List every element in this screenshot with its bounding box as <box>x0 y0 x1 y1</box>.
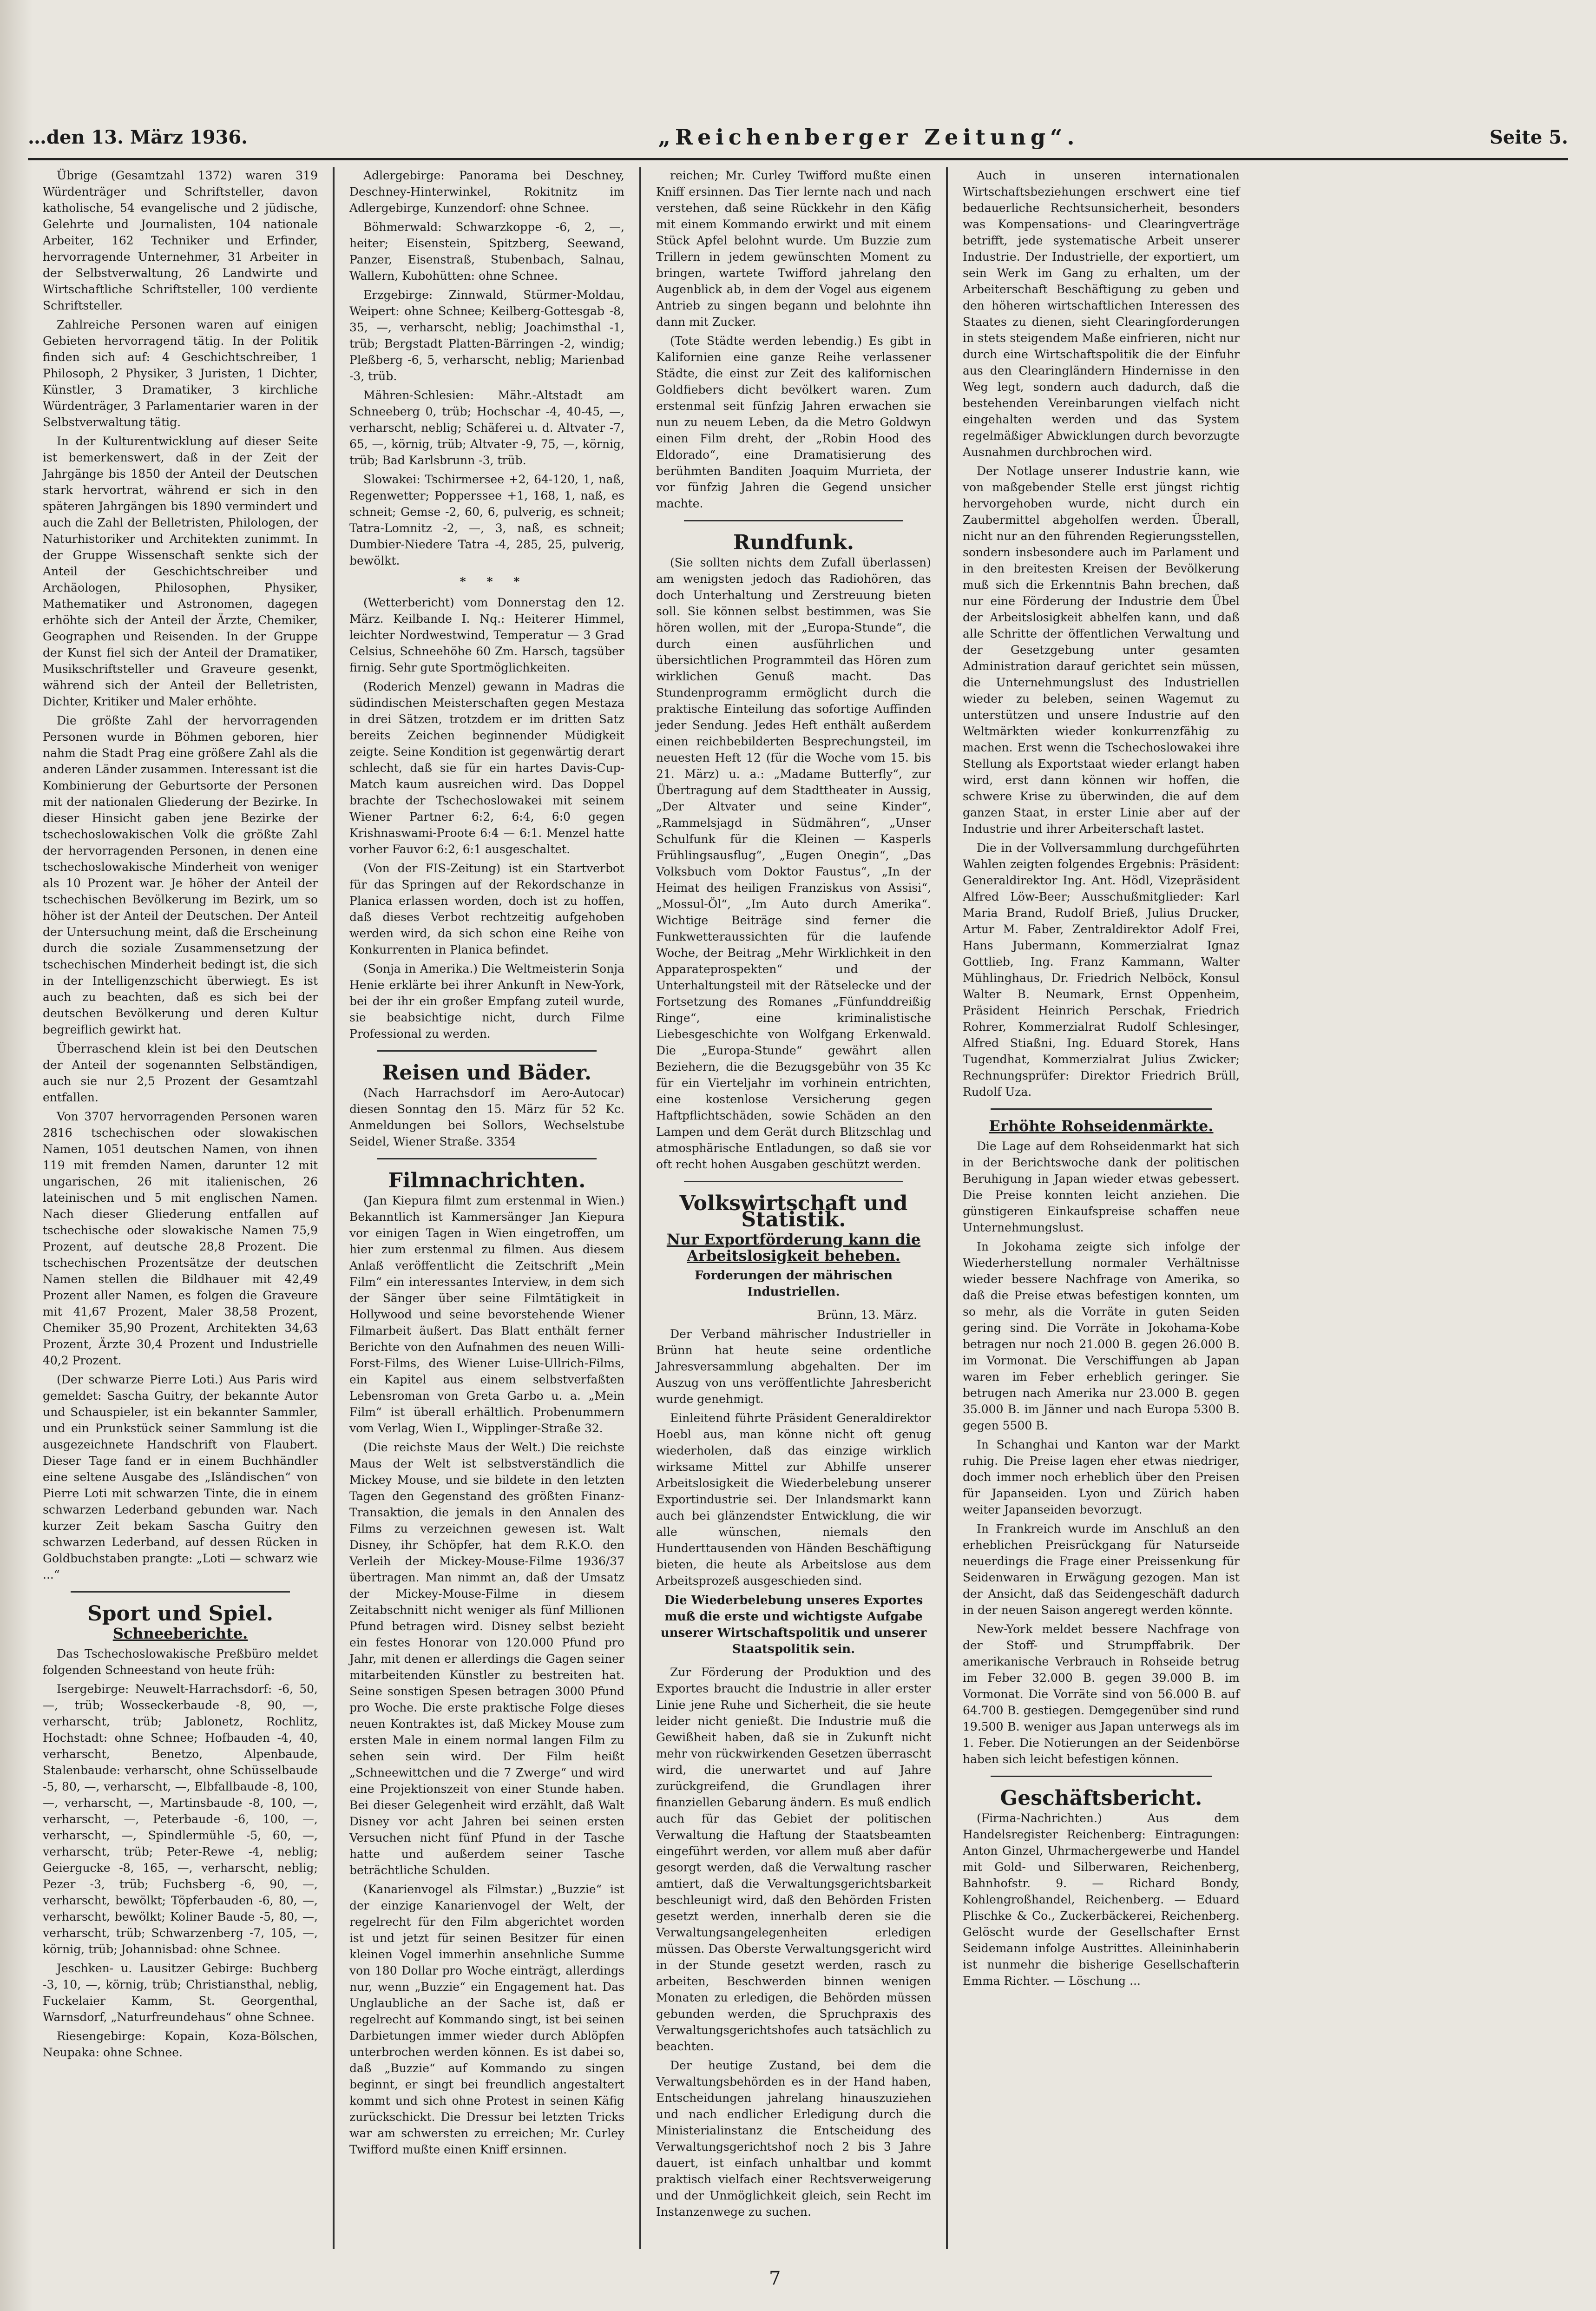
article-paragraph: In Jokohama zeigte sich infolge der Wiederherstellung normaler Verhältnisse wieder bessere Nachfrage von Amerika, so daß die Preise etwas befestigen konnten, um so mehr, als die Vorräte in guten Seiden gering sind. Die Vorräte in Jokohama-Kobe betragen nur noch 21.000 B. gegen 26.000 B. im Vormonat. Die Verschiffungen ab Japan waren im Feber erheblich geringer. Sie betrugen nach Amerika nur 23.000 B. gegen 35.000 B. im Jänner und nach Europa 5300 B. gegen 5500 B. <box>963 1240 1240 1432</box>
article-paragraph: Slowakei: Tschirmersee +2, 64-120, 1, naß, Regenwetter; Popperssee +1, 168, 1, naß, es schneit; Gemse -2, 60, 6, pulverig, es schneit; Tatra-Lomnitz -2, —, 3, naß, es schneit; Dumbier-Niedere Tatra -4, 285, 25, pulverig, bewölkt. <box>349 473 624 567</box>
article-paragraph: Übrige (Gesamtzahl 1372) waren 319 Würdenträger und Schriftsteller, davon katholische, 54 evangelische und 2 jüdische, Gelehrte und Journalisten, 104 nationale Arbeiter, 162 Techniker und Erfinder, hervorragende Unternehmer, 31 Arbeiter in der Selbstverwaltung, 26 Landwirte und Wirtschaftliche Schriftsteller, 100 verdiente Schriftsteller. <box>43 169 318 312</box>
article-paragraph: Überraschend klein ist bei den Deutschen der Anteil der sogenannten Selbständigen, auch sie nur 2,5 Prozent der Gesamtzahl entfallen. <box>43 1042 318 1104</box>
article-paragraph: (Sie sollten nichts dem Zufall überlassen) am wenigsten jedoch das Radiohören, das doch Unterhaltung und Zerstreuung bieten soll. Sie können selbst bestimmen, was Sie hören wollen, mit der „Europa-Stunde“, die durch einen ausführlichen und übersichtlichen Programmteil das Hören zum wirklichen Genuß macht. Das Stundenprogramm ermöglicht durch die praktische Einteilung das sofortige Auffinden jeder Sendung. Jedes Heft enthält außerdem einen reichbebilderten Besprechungsteil, im neuesten Heft 12 (für die Woche vom 15. bis 21. März) u. a.: „Madame Butterfly“, zur Übertragung auf dem Stadttheater in Aussig, „Der Altvater und seine Kinder“, „Rammelsjagd in Südmähren“, „Unser Schulfunk für die Kleinen — Kasperls Frühlingsausflug“, „Eugen Onegin“, „Das Volksbuch vom Doktor Faustus“, „In der Heimat des heiligen Franziskus von Assisi“, „Mossul-Öl“, „Im Auto durch Amerika“. Wichtige Beiträge sind ferner die Funkwetteraussichten für die laufende Woche, der Beitrag „Mehr Wirklichkeit in den Apparateprospekten“ und der Unterhaltungsteil mit der Rätselecke und der Fortsetzung des Romanes „Fünfunddreißig Ringe“, eine kriminalistische Liebesgeschichte von Wolfgang Erkenwald. Die „Europa-Stunde“ gewährt allen Beziehern, die die Bezugsgebühr von 35 Kc für ein Vierteljahr im vorhinein entrichten, eine kostenlose Versicherung gegen Haftpflichtschäden, sowie Schäden an den Lampen und dem Gerät durch Blitzschlag und atmosphärische Entladungen, so daß sie vor oft recht hohen Ausgaben geschützt werden. <box>656 556 931 1171</box>
article-paragraph: Einleitend führte Präsident Generaldirektor Hoebl aus, man könne nicht oft genug wiederholen, daß das einzige wirklich wirksame Mittel zur Abhilfe unserer Arbeitslosigkeit die Wiederbelebung unserer Exportindustrie sei. Der Inlandsmarkt kann auch bei glänzendster Entwicklung, die wir alle wünschen, niemals den Hunderttausenden von Händen Beschäftigung bieten, die heute als Arbeitslose aus dem Arbeitsprozeß ausgeschieden sind. <box>656 1411 931 1587</box>
article-paragraph: New-York meldet bessere Nachfrage von der Stoff- und Strumpffabrik. Der amerikanische Verbrauch in Rohseide betrug im Feber 32.000 B. gegen 39.000 B. im Vormonat. Die Vorräte sind von 56.000 B. auf 64.700 B. gestiegen. Demgegenüber sind rund 19.500 B. weniger aus Japan unterwegs als im 1. Feber. Die Notierungen an der Seidenbörse haben sich leicht befestigen können. <box>963 1622 1240 1766</box>
section-heading-silk: Erhöhte Rohseidenmärkte. <box>989 1117 1214 1135</box>
section-heading-sport: Sport und Spiel. <box>87 1602 274 1626</box>
article-paragraph: Jeschken- u. Lausitzer Gebirge: Buchberg -3, 10, —, körnig, trüb; Christiansthal, neblig, Fuckelaier Kamm, St. Georgenthal, Warnsdorf, „Naturfreundehaus“ ohne Schnee. <box>43 1962 318 2024</box>
article-paragraph: Zur Förderung der Produktion und des Exportes braucht die Industrie in aller erster Linie jene Ruhe und Sicherheit, die sie heute leider nicht genießt. Die Industrie muß die Gewißheit haben, daß sie in Zukunft nicht mehr von rückwirkenden Gesetzen überrascht wird, die unerwartet und auf Jahre zurückgreifend, die Grundlagen ihrer finanziellen Gebarung ändern. Es muß endlich auch für das Gebiet der politischen Verwaltung die Haftung der Staatsbeamten eingeführt werden, vor allem muß aber dafür gesorgt werden, daß die Verwaltung rascher amtiert, daß die Verwaltungsgerichtsbarkeit beschleunigt wird, daß den Behörden Fristen gesetzt werden, innerhalb deren sie die Verwaltungsangelegenheiten erledigen müssen. Das Oberste Verwaltungsgericht wird in der Stunde gesetzt werden, rasch zu arbeiten, Beschwerden binnen wenigen Monaten zu erledigen, die Behörden müssen gebunden werden, die Spruchpraxis des Verwaltungsgerichtshofes auch tatsächlich zu beachten. <box>656 1666 931 2053</box>
article-paragraph: (Sonja in Amerika.) Die Weltmeisterin Sonja Henie erklärte bei ihrer Ankunft in New-York, bei der ihr ein großer Empfang zuteil wurde, sie beabsichtige nicht, durch Filme Professional zu werden. <box>349 962 624 1040</box>
page-columns <box>28 167 1561 2249</box>
article-paragraph: Von 3707 hervorragenden Personen waren 2816 tschechischen oder slowakischen Namen, 1051 deutschen Namen, von ihnen 119 mit fremden Namen, darunter 12 mit ungarischen, 26 mit italienischen, 26 lateinischen und 5 mit englischen Namen. Nach dieser Gliederung entfallen auf tschechische oder slowakische Namen 75,9 Prozent, auf deutsche 28,8 Prozent. Die tschechischen Prozentsätze der deutschen Namen stellen die Bildhauer mit 42,49 Prozent aller Namen, es folgen die Graveure mit 41,67 Prozent, Maler 38,58 Prozent, Chemiker 35,90 Prozent, Architekten 34,63 Prozent, Ärzte 30,4 Prozent und Industrielle 40,2 Prozent. <box>43 1110 318 1367</box>
section-divider <box>991 1776 1212 1777</box>
article-paragraph: Der Verband mährischer Industrieller in Brünn hat heute seine ordentliche Jahresversammlung abgehalten. Der im Auszug von uns veröffentlichte Jahresbericht wurde genehmigt. <box>656 1327 931 1406</box>
article-paragraph: (Der schwarze Pierre Loti.) Aus Paris wird gemeldet: Sascha Guitry, der bekannte Autor und Schauspieler, ist ein bekannter Sammler, und ein Prunkstück seiner Sammlung ist die ausgezeichnete Handschrift von Flaubert. Dieser Tage fand er in einem Buchhändler eine seltene Ausgabe des „Isländischen“ von Pierre Loti mit schwarzen Tinte, die in einem schwarzen Lederband gebunden war. Nach kurzer Zeit bekam Sascha Guitry den schwarzen Lederband, auf dessen Rücken in Goldbuchstaben prangte: „Loti — schwarz wie ...“ <box>43 1373 318 1581</box>
subheading-snow-reports: Schneeberichte. <box>112 1625 248 1642</box>
article-paragraph: reichen; Mr. Curley Twifford mußte einen Kniff ersinnen. Das Tier lernte nach und nach verstehen, daß seine Rückkehr in den Käfig mit einem Kommando erwirkt und mit einem Stück Apfel belohnt wurde. Um Buzzie zum Trillern in jedem gewünschten Moment zu bringen, wartete Twifford jahrelang den Augenblick ab, in dem der Vogel aus eigenem Antrieb zu singen begann und belohnte ihn dann mit Zucker. <box>656 169 931 329</box>
article-paragraph: (Kanarienvogel als Filmstar.) „Buzzie“ ist der einzige Kanarienvogel der Welt, der regelrecht für den Film abgerichtet worden ist und jetzt für seinen Besitzer für einen kleinen Vogel immerhin ansehnliche Summe von 180 Dollar pro Woche einträgt, allerdings nur, wenn „Buzzie“ ein Engagement hat. Das Unglaubliche an der Sache ist, daß er regelrecht auf Kommando singt, ist bei seinen Darbietungen immer wieder durch Ablöpfen unterbrochen werden können. Es ist dabei so, daß „Buzzie“ auf Kommando zu singen beginnt, er singt bei freundlich angestaltert kommt und sich ohne Protest in seinen Käfig zurückschickt. Die Dressur bei letzten Tricks war am schwersten zu erreichen; Mr. Curley Twifford mußte einen Kniff ersinnen. <box>349 1883 624 2156</box>
page-number: Seite 5. <box>1489 126 1568 148</box>
section-divider <box>991 1108 1212 1110</box>
article-paragraph: (Nach Harrachsdorf im Aero-Autocar) diesen Sonntag den 15. März für 52 Kc. Anmeldungen bei Sollors, Wechselstube Seidel, Wiener Straße. 3354 <box>349 1086 624 1148</box>
dateline: Brünn, 13. März. <box>817 1308 917 1322</box>
article-paragraph: Der Notlage unserer Industrie kann, wie von maßgebender Stelle erst jüngst richtig hervorgehoben wurde, nicht durch ein Zaubermittel abgeholfen werden. Überall, nicht nur an den führenden Regierungsstellen, sondern insbesondere auch im Parlament und in den breitesten Kreisen der Bevölkerung muß sich die Erkenntnis Bahn brechen, daß nur eine Förderung der Industrie dem Übel der Arbeitslosigkeit abhelfen kann, und daß alle Schritte der öffentlichen Verwaltung und der Gesetzgebung unter gesamten Administration darauf gerichtet sein müssen, die Unternehmungslust des Industriellen wieder zu beleben, seinen Wagemut zu unterstützen und unsere Industrie auf den Weltmärkten wieder konkurrenzfähig zu machen. Erst wenn die Tschechoslowakei ihre Stellung als Exportstaat wieder erlangt haben wird, erst dann können wir hoffen, die schwere Krise zu überwinden, die auf dem ganzen Staat, in erster Linie aber auf der Industrie und ihrer Arbeiterschaft lastet. <box>963 464 1240 836</box>
article-paragraph: Riesengebirge: Kopain, Koza-Bölschen, Neupaka: ohne Schnee. <box>43 2029 318 2059</box>
article-paragraph: Die größte Zahl der hervorragenden Personen wurde in Böhmen geboren, hier nahm die Stadt Prag eine größere Zahl als die anderen Länder zusammen. Interessant ist die Kombinierung der Geburtsorte der Personen mit der nationalen Gliederung der Bezirke. In dieser Hinsicht gaben jene Bezirke der tschechoslowakischen Volk die größte Zahl der hervorragenden Personen, in denen eine tschechoslowakische Minderheit von weniger als 10 Prozent war. Je höher der Anteil der tschechischen Bevölkerung im Bezirk, um so höher ist der Anteil der Deutschen. Der Anteil der Untersuchung meint, daß die Erscheinung durch die soziale Zusammensetzung der tschechischen Minderheit bedingt ist, die sich in der Intelligenzschicht überwiegt. Es ist auch zu beachten, daß es sich bei der deutschen Bevölkerung und deren Kultur begreiflich gewirkt hat. <box>43 714 318 1036</box>
article-paragraph: (Wetterbericht) vom Donnerstag den 12. März. Keilbande I. Nq.: Heiterer Himmel, leichter Nordwestwind, Temperatur — 3 Grad Celsius, Schneehöhe 60 Zm. Harsch, tagsüber firnig. Sehr gute Sportmöglichkeiten. <box>349 596 624 674</box>
separator-stars: * * * <box>460 575 528 588</box>
article-paragraph: Mähren-Schlesien: Mähr.-Altstadt am Schneeberg 0, trüb; Hochschar -4, 40-45, —, verharscht, neblig; Schäferei u. d. Altvater -7, 65, —, körnig, trüb; Altvater -9, 75, —, körnig, trüb; Bad Karlsbrunn -3, trüb. <box>349 388 624 467</box>
article-paragraph: In der Kulturentwicklung auf dieser Seite ist bemerkenswert, daß in der Zeit der Jahrgänge bis 1850 der Anteil der Deutschen stark hervortrat, während er sich in den späteren Jahrgängen bis 1890 vermindert und auch die Zahl der Belletristen, Philologen, der Naturhistoriker und Architekten zunimmt. In der Gruppe Wissenschaft senkte sich der Anteil der Geschichtschreiber und Archäologen, Philosophen, Physiker, Mathematiker und Astronomen, dagegen erhöhte sich der Anteil der Ärzte, Chemiker, Geographen und Reisenden. In der Gruppe der Kunst fiel sich der Anteil der Dramatiker, Musikschriftsteller und Graveure gesenkt, während sich der Anteil der Belletristen, Dichter, Kritiker und Maler erhöhte. <box>43 435 318 708</box>
section-heading-radio: Rundfunk. <box>733 531 854 554</box>
article-paragraph: (Jan Kiepura filmt zum erstenmal in Wien.) Bekanntlich ist Kammersänger Jan Kiepura vor einigen Tagen in Wien eingetroffen, um hier zum erstenmal zu filmen. Aus diesem Anlaß veröffentlicht die Zeitschrift „Mein Film“ ein interessantes Interview, in dem sich der Sänger über seine Filmtätigkeit in Hollywood und seine bevorstehende Wiener Filmarbeit äußert. Das Blatt enthält ferner Berichte von den Aufnahmen des neuen Willi-Forst-Films, des Wiener Luise-Ullrich-Films, ein Kapitel aus einem selbstverfaßten Lebensroman von Greta Garbo u. a. „Mein Film“ ist überall erhältlich. Probenummern vom Verlag, Wien I., Wipplinger-Straße 32. <box>349 1194 624 1435</box>
subheading-moravian-industry: Forderungen der mährischen Industriellen. <box>694 1269 893 1299</box>
header-date: …den 13. März 1936. <box>28 126 248 148</box>
article-paragraph: Zahlreiche Personen waren auf einigen Gebieten hervorragend tätig. In der Politik finden sich auf: 4 Geschichtschreiber, 1 Philosoph, 2 Physiker, 3 Juristen, 1 Dichter, Künstler, 3 Dramatiker, 3 kirchliche Würdenträger, 3 Parlamentarier waren in der Selbstverwaltung tätig. <box>43 318 318 429</box>
section-divider <box>684 520 903 521</box>
article-paragraph: Die Lage auf dem Rohseidenmarkt hat sich in der Berichtswoche dank der politischen Beruhigung in Japan wieder etwas gebessert. Die Preise konnten leicht anziehen. Die günstigeren Einkaufspreise schaffen neue Unternehmungslust. <box>963 1139 1240 1234</box>
article-paragraph: Adlergebirge: Panorama bei Deschney, Deschney-Hinterwinkel, Rokitnitz im Adlergebirge, Kunzendorf: ohne Schnee. <box>349 169 624 215</box>
column-1 <box>28 167 335 2249</box>
section-divider <box>684 1181 903 1182</box>
article-paragraph: (Von der FIS-Zeitung) ist ein Startverbot für das Springen auf der Rekordschanze in Planica erlassen worden, doch ist zu hoffen, daß dieses Verbot rechtzeitig aufgehoben werden wird, da sich schon eine Reihe von Konkurrenten in Planica befindet. <box>349 862 624 956</box>
column-3 <box>641 167 948 2249</box>
section-heading-film: Filmnachrichten. <box>388 1169 586 1192</box>
article-paragraph: Das Tschechoslowakische Preßbüro meldet folgenden Schneestand von heute früh: <box>43 1647 318 1677</box>
column-4 <box>948 167 1254 2249</box>
article-paragraph: (Tote Städte werden lebendig.) Es gibt in Kalifornien eine ganze Reihe verlassener Städte, die einst zur Zeit des kalifornischen Goldfiebers dicht bevölkert waren. Zum erstenmal seit fünfzig Jahren erwachen sie nun zu neuem Leben, da die Metro Goldwyn einen Film dreht, der „Robin Hood des Eldorado“, eine Dramatisierung des berühmten Banditen Joaquim Murrieta, der vor fünfzig Jahren die Gegend unsicher machte. <box>656 334 931 510</box>
article-paragraph: Die in der Vollversammlung durchgeführten Wahlen zeigten folgendes Ergebnis: Präsident: Generaldirektor Ing. Ant. Hödl, Vizepräsident Alfred Löw-Beer; Ausschußmitglieder: Karl Maria Brand, Rudolf Brieß, Julius Drucker, Artur M. Faber, Zentraldirektor Adolf Frei, Hans Jubermann, Kommerzialrat Ignaz Gottlieb, Ing. Franz Kammann, Walter Mühlinghaus, Dr. Friedrich Nelböck, Konsul Walter B. Neumark, Ernst Oppenheim, Präsident Heinrich Perschak, Friedrich Rohrer, Kommerzialrat Rudolf Schlesinger, Alfred Stiaßni, Ing. Eduard Storek, Hans Tugendhat, Kommerzialrat Julius Zwicker; Rechnungsprüfer: Direktor Friedrich Brüll, Rudolf Uza. <box>963 841 1240 1099</box>
section-divider <box>71 1591 290 1593</box>
page-header <box>28 116 1568 160</box>
article-paragraph: (Roderich Menzel) gewann in Madras die südindischen Meisterschaften gegen Mestaza in drei Sätzen, trotzdem er im dritten Satz bereits Zeichen beginnender Müdigkeit zeigte. Seine Kondition ist gegenwärtig derart schlecht, daß sie für ein hartes Davis-Cup-Match kaum ausreichen wird. Das Doppel brachte der Tschechoslowakei mit seinem Wiener Partner 6:2, 6:4, 6:0 gegen Krishnaswami-Proote 6:4 — 6:1. Menzel hatte vorher Fauvor 6:2, 6:1 ausgeschaltet. <box>349 680 624 856</box>
article-paragraph: In Schanghai und Kanton war der Markt ruhig. Die Preise lagen eher etwas niedriger, doch immer noch erheblich über den Preisen für Japanseiden. Lyon und Zürich haben weiter Japanseiden bevorzugt. <box>963 1438 1240 1516</box>
page-footer-mark: 7 <box>769 2268 781 2289</box>
section-heading-travel: Reisen und Bäder. <box>382 1061 592 1085</box>
article-paragraph: Erzgebirge: Zinnwald, Stürmer-Moldau, Weipert: ohne Schnee; Keilberg-Gottesgab -8, 35, —, verharscht, neblig; Joachimsthal -1, trüb; Bergstadt Platten-Bärringen -2, windig; Pleßberg -6, 5, verharscht, neblig; Marienbad -3, trüb. <box>349 288 624 383</box>
section-heading-economy: Volkswirtschaft und Statistik. <box>679 1192 908 1231</box>
article-paragraph: (Die reichste Maus der Welt.) Die reichste Maus der Welt ist selbstverständlich die Mickey Mouse, und sie bildete in den letzten Tagen den Gegenstand des größten Finanz-Transaktion, die jemals in den Annalen des Films zu verzeichnen gewesen ist. Walt Disney, ihr Schöpfer, hat dem R.K.O. den Verleih der Mickey-Mouse-Filme 1936/37 übertragen. Man nimmt an, daß der Umsatz der Mickey-Mouse-Filme in diesem Zeitabschnitt nicht weniger als fünf Millionen Pfund betragen wird. Disney selbst bezieht ein festes Honorar von 120.000 Pfund pro Jahr, mit denen er allerdings die Gagen seiner mitarbeitenden Künstler zu bestreiten hat. Seine sonstigen Spesen betragen 3000 Pfund pro Woche. Die erste praktische Folge dieses neuen Kontraktes ist, daß Mickey Mouse zum ersten Male in einem normal langen Film zu sehen sein wird. Der Film heißt „Schneewittchen und die 7 Zwerge“ und wird eine Projektionszeit von einer Stunde haben. Bei dieser Gelegenheit wird erzählt, daß Walt Disney vor acht Jahren bei seinen ersten Versuchen nicht fünf Pfund in der Tasche hatte und außerdem seiner Tasche beträchtliche Schulden. <box>349 1441 624 1877</box>
subheading-export: Nur Exportförderung kann die Arbeitslosigkeit beheben. <box>666 1231 921 1264</box>
highlight-paragraph: Die Wiederbelebung unseres Exportes muß die erste und wichtigste Aufgabe unserer Wirtschaftspolitik und unserer Staatspolitik sein. <box>660 1593 927 1656</box>
article-paragraph: Isergebirge: Neuwelt-Harrachsdorf: -6, 50, —, trüb; Wosseckerbaude -8, 90, —, verharscht, trüb; Jablonetz, Rochlitz, Hochstadt: ohne Schnee; Hofbauden -4, 40, verharscht, Benetzo, Alpenbaude, Stalenbaude: verharscht, ohne Schüsselbaude -5, 80, —, verharscht, —, Elbfallbaude -8, 100, —, verharscht, —, Martinsbaude -8, 100, —, verharscht, —, Peterbaude -6, 100, —, verharscht, —, Spindlermühle -5, 60, —, verharscht, trüb; Peter-Rewe -4, neblig; Geiergucke -8, 165, —, verharscht, neblig; Pezer -3, trüb; Fuchsberg -6, 90, —, verharscht, bewölkt; Töpferbauden -6, 80, —, verharscht, bewölkt; Koliner Baude -5, 80, —, verharscht, trüb; Schwarzenberg -7, 105, —, körnig, trüb; Johannisbad: ohne Schnee. <box>43 1682 318 1956</box>
article-paragraph: In Frankreich wurde im Anschluß an den erheblichen Preisrückgang für Naturseide neuerdings die Frage einer Preissenkung für Seidenwaren in Erwägung gezogen. Man ist der Ansicht, daß das Seidengeschäft dadurch in der neuen Saison angeregt werden könnte. <box>963 1522 1240 1617</box>
section-divider <box>377 1050 597 1052</box>
article-paragraph: Der heutige Zustand, bei dem die Verwaltungsbehörden es in der Hand haben, Entscheidungen jahrelang hinauszuziehen und nach endlicher Erledigung durch die Ministerialinstanz die Entscheidung des Verwaltungsgerichtshof noch 2 bis 3 Jahre dauert, ist einfach unhaltbar und kommt praktisch vielfach einer Rechtsverweigerung und der Unmöglichkeit gleich, sein Recht im Instanzenwege zu suchen. <box>656 2059 931 2219</box>
article-paragraph: Böhmerwald: Schwarzkoppe -6, 2, —, heiter; Eisenstein, Spitzberg, Seewand, Panzer, Eisenstraß, Stubenbach, Salnau, Wallern, Kubohütten: ohne Schnee. <box>349 220 624 283</box>
article-paragraph: Auch in unseren internationalen Wirtschaftsbeziehungen erschwert eine tief bedauerliche Rechtsunsicherheit, besonders was Kompensations- und Clearingverträge betrifft, jede systematische Arbeit unserer Industrie. Der Industrielle, der exportiert, um sein Werk im Gang zu erhalten, um der Arbeiterschaft Beschäftigung zu geben und den höheren wirtschaftlichen Interessen des Staates zu dienen, sieht Clearingforderungen in stets steigendem Maße einfrieren, nicht nur durch eine Wirtschaftspolitik die der Einfuhr aus den Clearingländern Hindernisse in den Weg legt, sondern auch dadurch, daß die bestehenden Vereinbarungen vielfach nicht eingehalten werden und das System regelmäßiger Abwicklungen durch bevorzugte Ausnahmen durchbrochen wird. <box>963 169 1240 459</box>
column-2 <box>335 167 641 2249</box>
section-heading-business: Geschäftsbericht. <box>1000 1786 1202 1810</box>
article-paragraph: (Firma-Nachrichten.) Aus dem Handelsregister Reichenberg: Eintragungen: Anton Ginzel, Uhrmachergewerbe und Handel mit Gold- und Silberwaren, Reichenberg, Bahnhofstr. 9. — Richard Bondy, Kohlengroßhandel, Reichenberg. — Eduard Plischke & Co., Zuckerbäckerei, Reichenberg. Gelöscht wurde der Gesellschafter Ernst Seidemann infolge Austrittes. Alleininhaberin ist nunmehr die bisherige Gesellschafterin Emma Richter. — Löschung ... <box>963 1811 1240 1988</box>
section-divider <box>377 1158 597 1159</box>
newspaper-title: „Reichenberger Zeitung“. <box>658 125 1079 150</box>
